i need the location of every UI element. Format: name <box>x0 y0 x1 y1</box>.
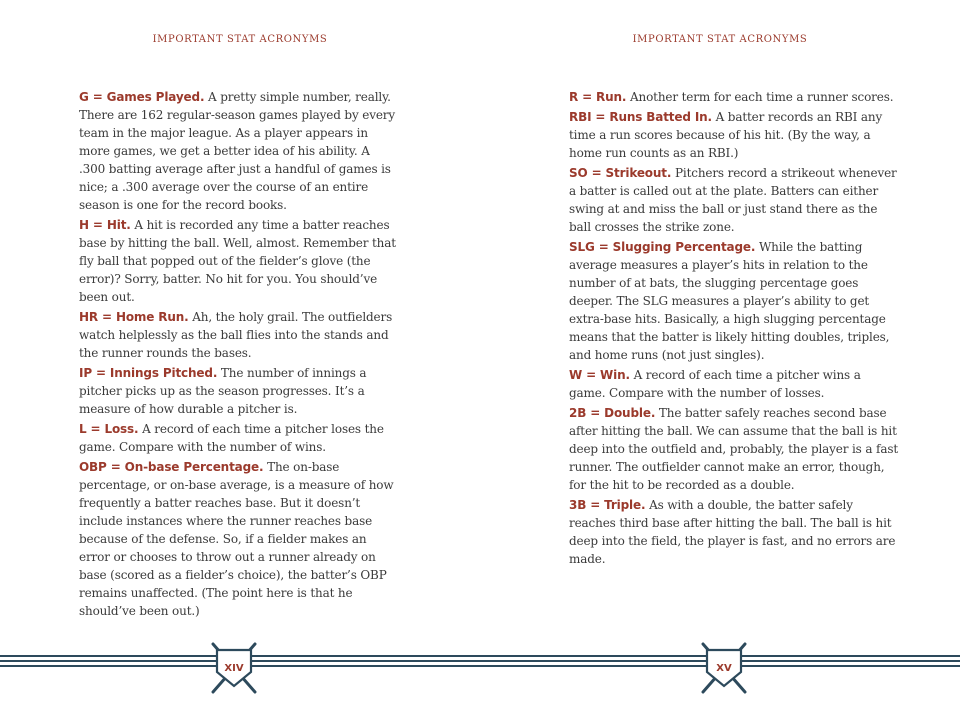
entry-text: A record of each time a pitcher loses the game. Compare with the number of wins. <box>79 422 384 454</box>
entry-term: HR = Home Run. <box>79 310 189 324</box>
entry-text: The on-base percentage, or on-base average, is a measure of how frequently a batter reaches base. But it doesn’t include instances where the runner reaches base because of the defense. So, if a fielder makes an error or chooses to throw out a runner already on base (scored as a fielder’s choice), the batter’s OBP remains unaffected. (The point here is that he should’ve been out.) <box>79 460 394 618</box>
entry-text: The batter safely reaches second base after hitting the ball. We can assume that the ball is hit deep into the outfield and, probably, the player is a fast runner. The outfielder cannot make an error, though, for the hit to be recorded as a double. <box>569 406 898 492</box>
entry-text: A pretty simple number, really. There are 162 regular-season games played by every team in the major league. As a player appears in more games, we get a better idea of his ability. A .300 batting average after just a handful of games is nice; a .300 average over the course of an entire season is one for the record books. <box>79 90 395 212</box>
entry-term: 3B = Triple. <box>569 498 646 512</box>
entry-text: A batter records an RBI any time a run scores because of his hit. (By the way, a home run counts as an RBI.) <box>569 110 883 160</box>
entries-list <box>79 88 397 622</box>
entry-term: IP = Innings Pitched. <box>79 366 218 380</box>
entry <box>569 108 899 162</box>
right-page <box>480 0 960 720</box>
entry <box>79 458 397 620</box>
entries-list <box>569 88 899 570</box>
entry-text: Another term for each time a runner scores. <box>626 90 894 104</box>
running-header: IMPORTANT STAT ACRONYMS <box>632 34 808 45</box>
entry-term: W = Win. <box>569 368 630 382</box>
footer-rules <box>0 655 960 669</box>
entry-term: 2B = Double. <box>569 406 656 420</box>
entry <box>569 88 899 106</box>
entry <box>569 404 899 494</box>
entry <box>569 366 899 402</box>
entry <box>79 420 397 456</box>
entry-term: H = Hit. <box>79 218 131 232</box>
entry-term: SLG = Slugging Percentage. <box>569 240 756 254</box>
entry-text: As with a double, the batter safely reaches third base after hitting the ball. The ball is hit deep into the field, the player is fast, and no errors are made. <box>569 498 896 566</box>
entry-term: RBI = Runs Batted In. <box>569 110 712 124</box>
entry-text: Ah, the holy grail. The outfielders watch helplessly as the ball flies into the stands and the runner rounds the bases. <box>79 310 393 360</box>
entry-term: SO = Strikeout. <box>569 166 672 180</box>
entry <box>569 238 899 364</box>
entry-term: G = Games Played. <box>79 90 205 104</box>
page-number: XV <box>716 663 732 674</box>
entry <box>569 164 899 236</box>
page-number: XIV <box>224 663 244 674</box>
entry-text: A hit is recorded any time a batter reaches base by hitting the ball. Well, almost. Remember that fly ball that popped out of the fielder’s glove (the error)? Sorry, batter. No hit for you. You should’ve been out. <box>79 218 396 304</box>
entry-text: While the batting average measures a player’s hits in relation to the number of at bats, the slugging percentage goes deeper. The SLG measures a player’s ability to get extra-base hits. Basically, a high slugging percentage means that the batter is likely hitting doubles, triples, and home runs (not just singles). <box>569 240 890 362</box>
entry <box>569 496 899 568</box>
home-plate-folio-left <box>209 640 259 696</box>
entry <box>79 216 397 306</box>
entry <box>79 88 397 214</box>
entry-text: Pitchers record a strikeout whenever a batter is called out at the plate. Batters can either swing at and miss the ball or just stand there as the ball crosses the strike zone. <box>569 166 897 234</box>
entry <box>79 364 397 418</box>
entry-term: L = Loss. <box>79 422 139 436</box>
entry <box>79 308 397 362</box>
entry-text: A record of each time a pitcher wins a game. Compare with the number of losses. <box>569 368 861 400</box>
running-header: IMPORTANT STAT ACRONYMS <box>152 34 328 45</box>
entry-text: The number of innings a pitcher picks up as the season progresses. It’s a measure of how durable a pitcher is. <box>79 366 367 416</box>
entry-term: OBP = On-base Percentage. <box>79 460 264 474</box>
home-plate-folio-right <box>699 640 749 696</box>
entry-term: R = Run. <box>569 90 627 104</box>
